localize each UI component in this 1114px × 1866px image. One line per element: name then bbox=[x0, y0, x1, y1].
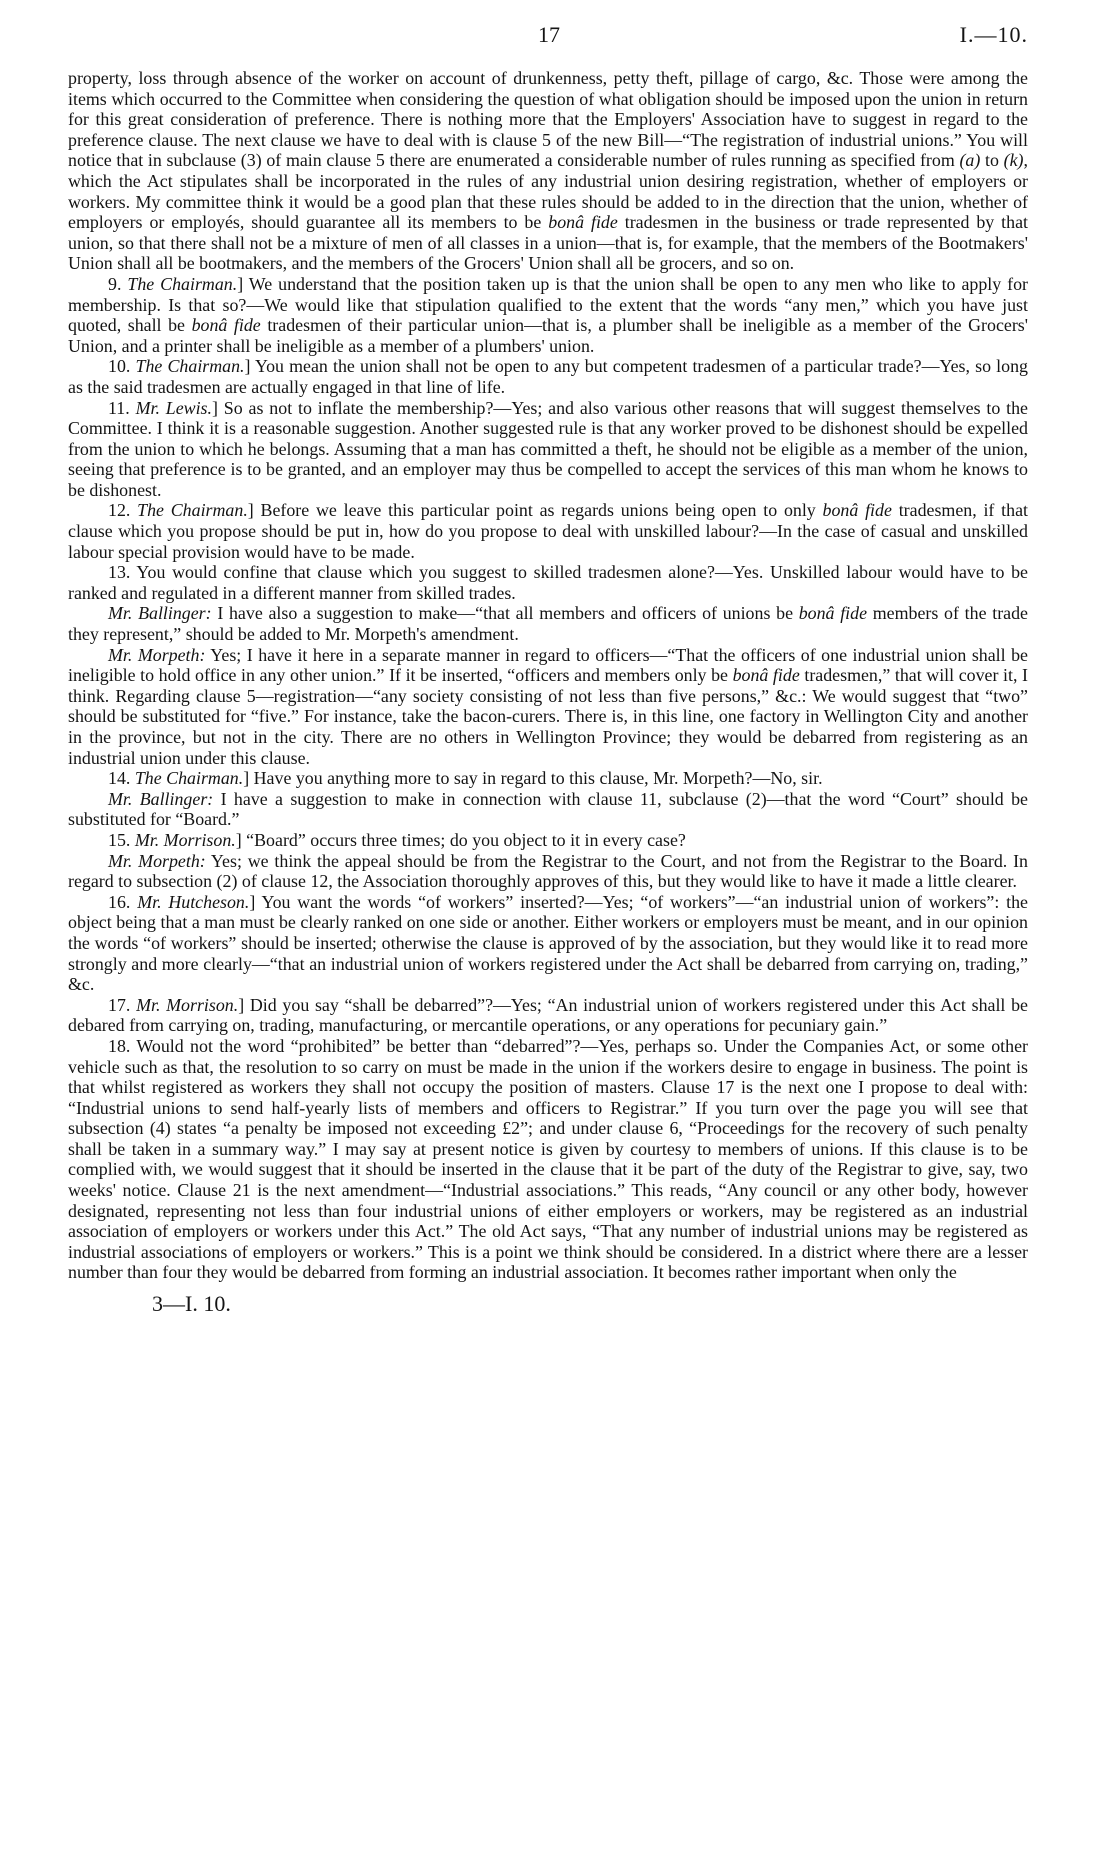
paragraph: 11. Mr. Lewis.] So as not to inflate the membership?—Yes; and also various other reasons that will suggest themselves to the Committee. I think it is a reasonable suggestion. Another suggested rule is that any worker proved to be dishonest should be expelled from the union to which he belongs. Assuming that a man has committed a theft, he should not be eligible as a member of the union, seeing that preference is to be granted, and an employer may thus be compelled to accept the services of this man whom he knows to be dishonest. bbox=[68, 397, 1029, 500]
paragraph: 15. Mr. Morrison.] “Board” occurs three times; do you object to it in every case? bbox=[108, 829, 686, 850]
page-header bbox=[68, 22, 1028, 68]
paragraph: Mr. Morpeth: Yes; we think the appeal should be from the Registrar to the Court, and not from the Registrar to the Board. In regard to subsection (2) of clause 12, the Association thoroughly approves of this, but they would like to have it made a little clearer. bbox=[68, 850, 1028, 892]
page-footer-signature: 3—I. 10. bbox=[152, 1291, 231, 1317]
paragraph: property, loss through absence of the worker on account of drunkenness, petty theft, pillage of cargo, &c. Those were among the items which occurred to the Committee when considering the question of what obligation should be imposed upon the union in return for this great consideration of preference. There is nothing more that the Employers' Association have to suggest in regard to the preference clause. The next clause we have to deal with is clause 5 of the new Bill—“The registration of industrial unions.” You will notice that in subclause (3) of main clause 5 there are enumerated a considerable number of rules running as specified from (a) to (k), which the Act stipulates shall be incorporated in the rules of any industrial union desiring registration, whether of employers or workers. My committee think it would be a good plan that these rules should be added to in the direction that the union, whether of employers or employés, should guarantee all its members to be bonâ fide tradesmen in the business or trade represented by that union, so that there shall not be a mixture of men of all classes in a union—that is, for example, that the members of the Bootmakers' Union shall all be bootmakers, and the members of the Grocers' Union shall all be grocers, and so on. bbox=[68, 68, 1028, 274]
paragraph: 17. Mr. Morrison.] Did you say “shall be debarred”?—Yes; “An industrial union of workers registered under this Act shall be debared from carrying on, trading, manufacturing, or mercantile operations, or any operations for pecuniary gain.” bbox=[68, 994, 1028, 1036]
paragraph: Mr. Morpeth: Yes; I have it here in a separate manner in regard to officers—“That the officers of one industrial union shall be ineligible to hold office in any other union.” If it be inserted, “officers and members only be bonâ fide tradesmen,” that will cover it, I think. Regarding clause 5—registration—“any society consisting of not less than five persons,” &c.: We would suggest that “two” should be substituted for “five.” For instance, take the bacon-curers. There is, in this line, one factory in Wellington City and another in the province, but not in the city. There are no others in Wellington Province; they would be debarred from registering as an industrial union under this clause. bbox=[68, 644, 1028, 768]
document-body bbox=[68, 68, 1028, 1283]
paragraph: 9. The Chairman.] We understand that the position taken up is that the union shall be open to any men who like to apply for membership. Is that so?—We would like that stipulation qualified to the extent that the words “any men,” which you have just quoted, shall be bonâ fide tradesmen of their particular union—that is, a plumber shall be ineligible as a member of the Grocers' Union, and a printer shall be ineligible as a member of a plumbers' union. bbox=[68, 273, 1029, 356]
paragraph: 18. Would not the word “prohibited” be better than “debarred”?—Yes, perhaps so. Under the Companies Act, or some other vehicle such as that, the resolution to so carry on must be made in the union if the workers desire to engage in business. The point is that whilst registered as workers they shall not occupy the position of masters. Clause 17 is the next one I propose to deal with: “Industrial unions to send half-yearly lists of members and officers to Registrar.” If you turn over the page you will see that subsection (4) states “a penalty be imposed not exceeding £2”; and under clause 6, “Proceedings for the recovery of such penalty shall be taken in a summary way.” I may say at present notice is given by courtesy to members of unions. If this clause is to be complied with, we would suggest that it should be inserted in the clause that it be part of the duty of the Registrar to give, say, two weeks' notice. Clause 21 is the next amendment—“Industrial associations.” This reads, “Any council or any other body, however designated, representing not less than four industrial unions of either employers or workers, may be registered as an industrial association of employers or workers under this Act.” The old Act says, “That any number of industrial unions may be registered as industrial associations of employers or workers.” This is a point we think should be considered. In a district where there are a lesser number than four they would be debarred from forming an industrial association. It becomes rather important when only the bbox=[68, 1035, 1028, 1283]
paragraph: 10. The Chairman.] You mean the union shall not be open to any but competent tradesmen of a particular trade?—Yes, so long as the said tradesmen are actually engaged in that line of life. bbox=[68, 356, 1028, 397]
paragraph: 14. The Chairman.] Have you anything more to say in regard to this clause, Mr. Morpeth?—No, sir. bbox=[108, 768, 823, 789]
paragraph: 12. The Chairman.] Before we leave this particular point as regards unions being open to only bonâ fide tradesmen, if that clause which you propose should be put in, how do you propose to deal with unskilled labour?—In the case of casual and unskilled labour special provision would have to be made. bbox=[68, 500, 1028, 562]
page-number: 17 bbox=[538, 22, 560, 47]
paragraph: 16. Mr. Hutcheson.] You want the words “of workers” inserted?—Yes; “of workers”—“an industrial union of workers”: the object being that a man must be clearly ranked on one side or another. Either workers or employers must be meant, and in our opinion the words “of workers” should be inserted; otherwise the clause is approved of by the association, but they would like it to read more strongly and more clearly—“that an industrial union of workers registered under the Act shall be debarred from carrying on, trading,” &c. bbox=[68, 891, 1028, 995]
document-reference: I.—10. bbox=[959, 22, 1028, 47]
paragraph: Mr. Ballinger: I have a suggestion to make in connection with clause 11, subclause (2)—that the word “Court” should be substituted for “Board.” bbox=[68, 788, 1028, 830]
paragraph: Mr. Ballinger: I have also a suggestion to make—“that all members and officers of unions be bonâ fide members of the trade they represent,” should be added to Mr. Morpeth's amendment. bbox=[68, 603, 1028, 645]
paragraph: 13. You would confine that clause which you suggest to skilled tradesmen alone?—Yes. Unskilled labour would have to be ranked and regulated in a different manner from skilled trades. bbox=[68, 562, 1028, 603]
